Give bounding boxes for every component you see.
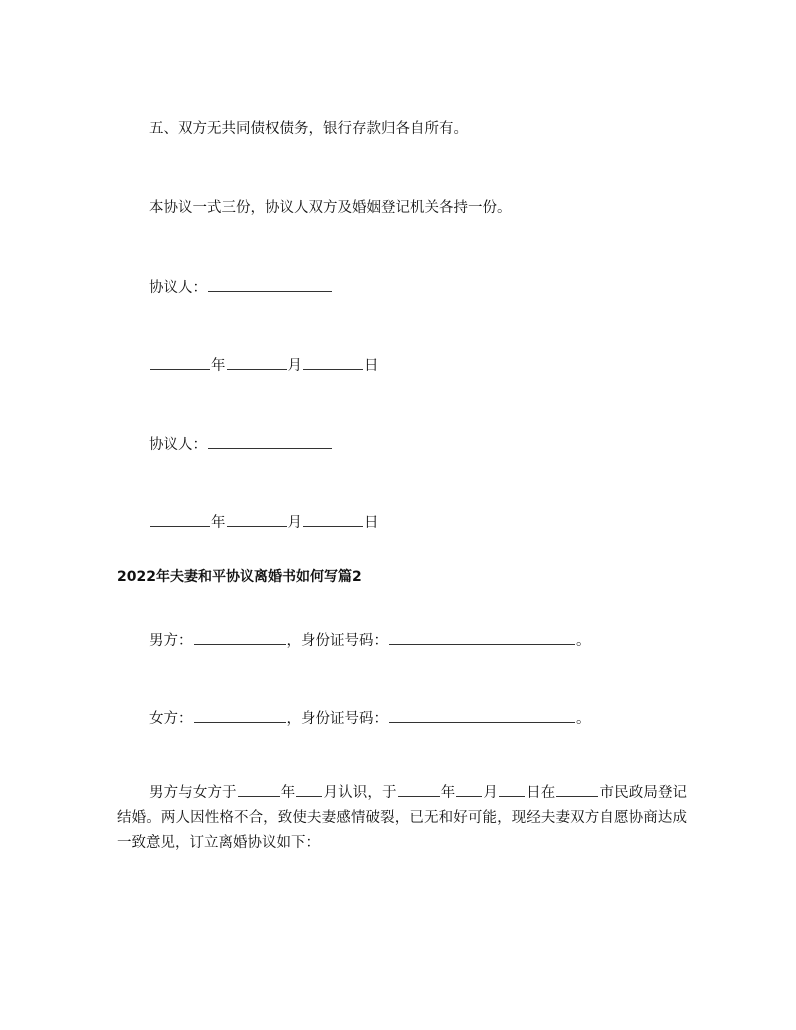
month-blank [227,511,287,527]
husband-id-label: ，身份证号码： [286,633,388,649]
clause-five: 五、双方无共同债权债务，银行存款归各自所有。 [149,121,468,137]
party-name-blank [208,433,332,449]
wife-id-blank [389,707,575,723]
husband-line [149,629,591,651]
year-label: 年 [211,515,226,531]
wife-id-label: ，身份证号码： [286,711,388,727]
signature-date-2 [149,511,379,533]
copies-clause: 本协议一式三份，协议人双方及婚姻登记机关各持一份。 [149,200,512,216]
year-blank [150,354,210,370]
day-blank [303,354,363,370]
day-label: 日 [364,515,379,531]
meet-year-blank [238,781,280,797]
wife-line [149,707,591,729]
husband-label: 男方： [149,633,193,649]
day-label: 日 [364,358,379,374]
party-label: 协议人： [149,280,207,296]
day-blank [303,511,363,527]
signature-party-1 [149,276,333,298]
party-label: 协议人： [149,437,207,453]
intro-text: 月认识，于 [323,785,397,801]
party-name-blank [208,276,332,292]
intro-text: 日在 [526,785,556,801]
meet-month-blank [296,781,322,797]
section-heading: 2022年夫妻和平协议离婚书如何写篇2 [117,569,362,585]
husband-end: 。 [576,633,591,649]
wife-label: 女方： [149,711,193,727]
month-blank [227,354,287,370]
intro-text: 年 [440,785,456,801]
year-label: 年 [211,358,226,374]
intro-text: 市民政局登记结婚。两人因性格不合，致使夫妻感情破裂，已无和好可能，现经夫妻双方自愿协商达成一致意见，订立离婚协议如下： [117,785,688,851]
wife-end: 。 [576,711,591,727]
husband-name-blank [194,629,286,645]
year-blank [150,511,210,527]
signature-party-2 [149,433,333,455]
intro-paragraph [117,781,687,856]
husband-id-blank [389,629,575,645]
month-label: 月 [287,358,302,374]
wife-name-blank [194,707,286,723]
intro-text: 月 [483,785,499,801]
city-blank [556,781,598,797]
marriage-month-blank [456,781,482,797]
month-label: 月 [287,515,302,531]
intro-text: 男方与女方于 [149,785,237,801]
intro-text: 年 [280,785,296,801]
marriage-day-blank [499,781,525,797]
signature-date-1 [149,354,379,376]
marriage-year-blank [398,781,440,797]
